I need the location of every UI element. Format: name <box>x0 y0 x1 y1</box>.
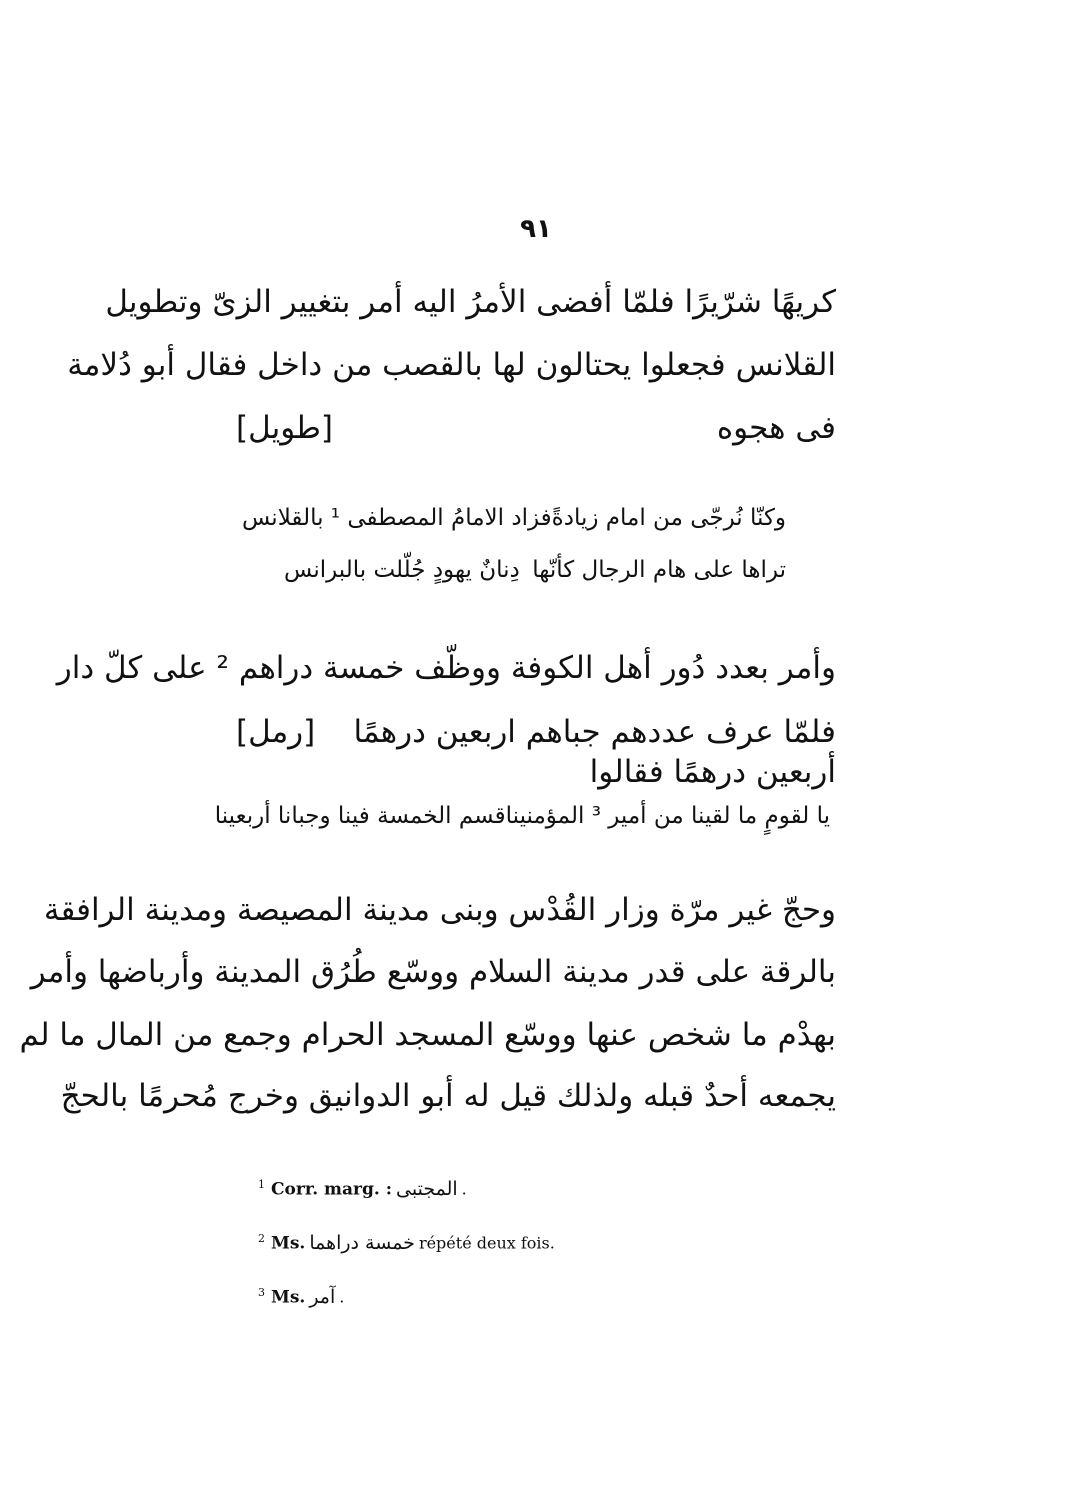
footnote-arabic: آمر <box>309 1285 336 1308</box>
hemistich-second: فزاد الامامُ المصطفى ¹ بالقلانس <box>241 505 552 531</box>
paragraph-1-line-3 <box>236 408 836 448</box>
poem-1-verse-1 <box>241 502 786 534</box>
page-number: ٩١ <box>520 214 552 244</box>
paragraph-2-text-end: فلمّا عرف عددهم جباهم اربعين درهمًا أربعين درهمًا فقالوا <box>353 714 836 790</box>
hemistich-first: تراها على هام الرجال كأنّها <box>532 557 786 583</box>
footnotes <box>258 1170 758 1332</box>
paragraph-1-line-2: القلانس فجعلوا يحتالون لها بالقصب من داخل فقال أبو دُلامة <box>67 347 836 383</box>
hemistich-first: يا لقومٍ ما لقينا من أمير ³ المؤمنينا <box>505 803 830 829</box>
meter-label-ramal: [رمل] <box>236 714 316 750</box>
footnote-label: Corr. marg. : <box>271 1179 393 1200</box>
poem-2-verse-1 <box>214 800 830 832</box>
hemistich-first: وكنّا نُرجّى من امام زيادةً <box>551 505 786 531</box>
footnote-number: 3 <box>258 1286 265 1299</box>
hemistich-second: دِنانٌ يهودٍ جُلّلت بالبرانس <box>284 557 520 583</box>
footnote-arabic: خمسة دراهما <box>309 1231 415 1254</box>
paragraph-3-line-2: بالرقة على قدر مدينة السلام ووسّع طُرُق المدينة وأرباضها وأمر <box>30 954 836 990</box>
paragraph-2-line-2 <box>236 712 836 792</box>
poem-1-verse-2 <box>284 554 786 586</box>
footnote-number: 1 <box>258 1178 265 1191</box>
paragraph-2-line-1: وأمر بعدد دُور أهل الكوفة ووظّف خمسة دراهم ² على كلّ دار <box>56 650 836 686</box>
meter-label-tawil: [طويل] <box>236 410 333 446</box>
paragraph-3-line-4: يجمعه أحدٌ قبله ولذلك قيل له أبو الدوانيق وخرج مُحرمًا بالحجّ <box>60 1078 836 1114</box>
footnote-tail: . <box>461 1179 467 1199</box>
footnote-number: 2 <box>258 1232 265 1245</box>
footnote-arabic: المجتبى <box>396 1177 458 1200</box>
paragraph-3-line-3: بهدْم ما شخص عنها ووسّع المسجد الحرام وجمع من المال ما لم <box>19 1017 836 1053</box>
footnote-tail: . <box>339 1287 345 1307</box>
paragraph-1-line-1: كريهًا شرّيرًا فلمّا أفضى الأمرُ اليه أمر بتغيير الزىّ وتطويل <box>105 284 836 320</box>
footnote-tail: répété deux fois. <box>418 1233 555 1253</box>
hemistich-second: قسم الخمسة فينا وجبانا أربعينا <box>214 803 506 829</box>
paragraph-1-text-end: فى هجوه <box>716 410 836 446</box>
footnote-1 <box>258 1170 758 1224</box>
footnote-label: Ms. <box>271 1287 306 1308</box>
paragraph-3-line-1: وحجّ غير مرّة وزار القُدْس وبنى مدينة المصيصة ومدينة الرافقة <box>43 892 836 928</box>
footnote-label: Ms. <box>271 1233 306 1254</box>
footnote-2 <box>258 1224 758 1278</box>
footnote-3 <box>258 1278 758 1332</box>
